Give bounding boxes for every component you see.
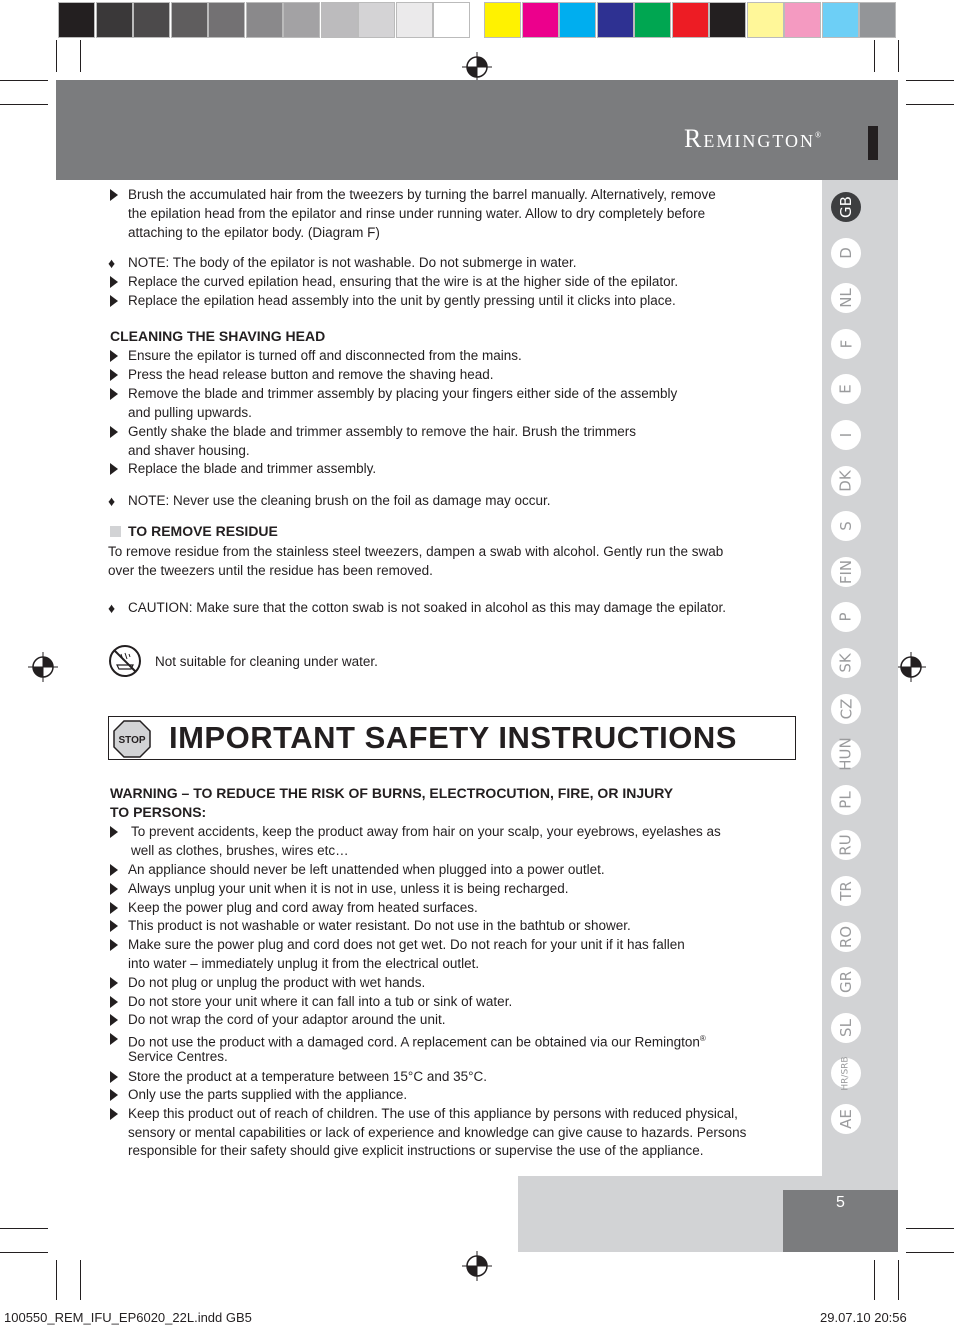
bullet-icon	[110, 939, 117, 951]
shaving-step-4-cont: and shaver housing.	[128, 443, 250, 458]
language-tab-s[interactable]	[831, 511, 861, 541]
language-tab-fin[interactable]	[831, 557, 861, 587]
language-tab-label: AE	[837, 1109, 855, 1129]
language-tab-label: SL	[836, 1018, 855, 1037]
color-swatch	[208, 2, 245, 38]
trademark-symbol: ®	[815, 130, 824, 140]
color-swatch	[358, 2, 395, 38]
color-swatch	[58, 2, 95, 38]
shaving-note: NOTE: Never use the cleaning brush on the foil as damage may occur.	[128, 493, 551, 508]
color-swatch	[246, 2, 283, 38]
safety-item-9: Do not wrap the cord of your adaptor around the unit.	[128, 1012, 446, 1027]
color-swatch	[634, 2, 671, 38]
note-washable: NOTE: The body of the epilator is not washable. Do not submerge in water.	[128, 255, 577, 270]
safety-item-4: Keep the power plug and cord away from heated surfaces.	[128, 900, 478, 915]
bullet-icon	[110, 920, 117, 932]
safety-banner	[108, 716, 796, 760]
warning-diamond-icon: ♦	[108, 600, 116, 616]
safety-item-3: Always unplug your unit when it is not in use, unless it is being recharged.	[128, 881, 569, 896]
language-tab-label: E	[836, 384, 855, 395]
page-number-box	[783, 1190, 898, 1252]
bullet-icon	[110, 350, 117, 362]
shaving-step-3-cont: and pulling upwards.	[128, 405, 252, 420]
language-tab-label: HUN	[837, 737, 856, 771]
language-tab-label: D	[837, 246, 855, 259]
brush-step-line-2: the epilation head from the epilator and rinse under running water. Allow to dry completely before	[128, 206, 706, 221]
bullet-icon	[110, 426, 117, 438]
bullet-icon	[110, 826, 117, 838]
language-tab-hun[interactable]	[831, 739, 861, 769]
bullet-icon	[110, 463, 117, 475]
section-square-icon	[110, 526, 121, 537]
safety-item-6-cont: into water – immediately unplug it from the electrical outlet.	[128, 956, 480, 971]
language-tab-label: DK	[836, 469, 855, 492]
residue-heading: TO REMOVE RESIDUE	[128, 523, 278, 539]
language-tab-ae[interactable]	[831, 1104, 861, 1134]
brand-name: Remington	[684, 124, 816, 153]
language-tab-i[interactable]	[831, 420, 861, 450]
registration-mark-icon	[896, 652, 926, 682]
color-swatch	[784, 2, 821, 38]
color-swatch	[321, 2, 358, 38]
safety-item-11: Store the product at a temperature between 15°C and 35°C.	[128, 1069, 488, 1084]
language-tab-d[interactable]	[831, 238, 861, 268]
language-tab-label: CZ	[837, 698, 855, 719]
safety-title: IMPORTANT SAFETY INSTRUCTIONS	[169, 720, 737, 755]
replace-curved-step: Replace the curved epilation head, ensuring that the wire is at the higher side of the epilator.	[128, 274, 679, 289]
language-tab-sl[interactable]	[831, 1013, 861, 1043]
language-tab-label: GB	[836, 196, 855, 218]
language-tab-label: PL	[837, 791, 855, 809]
shaving-step-5: Replace the blade and trimmer assembly.	[128, 461, 377, 476]
bullet-icon	[110, 902, 117, 914]
safety-item-1: To prevent accidents, keep the product away from hair on your scalp, your eyebrows, eyelashes as	[131, 824, 721, 839]
bullet-icon	[110, 883, 117, 895]
safety-item-8: Do not store your unit where it can fall into a tub or sink of water.	[128, 994, 513, 1009]
safety-item-10-cont: Service Centres.	[128, 1049, 228, 1064]
warning-diamond-icon: ♦	[108, 493, 116, 509]
bullet-icon	[110, 864, 117, 876]
language-tab-label: HR/SRB	[840, 1056, 851, 1091]
bullet-icon	[110, 1033, 117, 1045]
safety-item-12: Only use the parts supplied with the appliance.	[128, 1087, 408, 1102]
language-tab-label: GR	[836, 971, 855, 994]
language-tab-label: S	[837, 521, 855, 531]
color-swatch	[747, 2, 784, 38]
header-band	[56, 80, 898, 180]
warning-heading-line-1: WARNING – TO REDUCE THE RISK OF BURNS, ELECTROCUTION, FIRE, OR INJURY	[110, 785, 674, 801]
language-tab-label: F	[836, 339, 855, 349]
shaving-step-3: Remove the blade and trimmer assembly by placing your fingers either side of the assembly	[128, 386, 678, 401]
shaving-step-4: Gently shake the blade and trimmer assembly to remove the hair. Brush the trimmers	[128, 424, 636, 439]
registration-mark-icon	[28, 652, 58, 682]
warning-diamond-icon: ♦	[108, 255, 116, 271]
color-swatch	[559, 2, 596, 38]
stop-sign-icon	[113, 720, 151, 758]
residue-paragraph-1: To remove residue from the stainless steel tweezers, dampen a swab with alcohol. Gently run the swab	[108, 544, 724, 559]
safety-item-13-cont: sensory or mental capabilities or lack of experience and knowledge can give cause to hazards. Persons	[128, 1125, 747, 1140]
language-tab-pl[interactable]	[831, 785, 861, 815]
language-tab-dk[interactable]	[831, 466, 861, 496]
bullet-icon	[110, 369, 117, 381]
safety-item-13: Keep this product out of reach of children. The use of this appliance by persons with reduced physical,	[128, 1106, 738, 1121]
language-tab-gr[interactable]	[831, 967, 861, 997]
warning-heading-line-2: TO PERSONS:	[110, 804, 207, 820]
color-swatch	[484, 2, 521, 38]
color-swatch	[96, 2, 133, 38]
footer-date: 29.07.10 20:56	[820, 1310, 907, 1325]
bullet-icon	[110, 295, 117, 307]
language-tab-label: TR	[837, 881, 855, 901]
language-tab-label: I	[837, 432, 855, 438]
bullet-icon	[110, 1089, 117, 1101]
language-tab-label: P	[836, 612, 855, 622]
color-swatch	[822, 2, 859, 38]
not-suitable-text: Not suitable for cleaning under water.	[155, 654, 378, 669]
bullet-icon	[110, 977, 117, 989]
bullet-icon	[110, 1108, 117, 1120]
language-tab-label: NL	[836, 288, 855, 308]
safety-item-2: An appliance should never be left unattended when plugged into a power outlet.	[128, 862, 605, 877]
brand-logo	[684, 124, 823, 154]
color-swatch	[133, 2, 170, 38]
language-tab-label: RO	[836, 925, 855, 948]
color-swatch	[709, 2, 746, 38]
bullet-icon	[110, 1071, 117, 1083]
language-tab-tr[interactable]	[831, 876, 861, 906]
page-number: 5	[836, 1194, 845, 1211]
color-swatch	[396, 2, 433, 38]
safety-item-6: Make sure the power plug and cord does not get wet. Do not reach for your unit if it has fallen	[128, 937, 685, 952]
color-swatch	[283, 2, 320, 38]
color-swatch	[433, 2, 470, 38]
bullet-icon	[110, 276, 117, 288]
language-tab-label: SK	[836, 653, 855, 673]
safety-item-10-text: Do not use the product with a damaged cord. A replacement can be obtained via our Remington	[128, 1034, 700, 1050]
registration-mark-icon	[462, 1251, 492, 1281]
language-tab-label: FIN	[837, 559, 855, 584]
registered-symbol: ®	[699, 1034, 706, 1043]
bullet-icon	[110, 388, 117, 400]
language-tab-nl[interactable]	[831, 283, 861, 313]
color-swatch	[171, 2, 208, 38]
language-tab-label: RU	[837, 834, 855, 857]
language-tab-cz[interactable]	[831, 694, 861, 724]
language-tab-sk[interactable]	[831, 648, 861, 678]
language-tab-f[interactable]	[831, 329, 861, 359]
color-swatch	[859, 2, 896, 38]
brand-bar	[868, 126, 878, 160]
footer-file-info: 100550_REM_IFU_EP6020_22L.indd GB5	[4, 1310, 252, 1325]
color-swatch	[597, 2, 634, 38]
brush-step-line-3: attaching to the epilator body. (Diagram F)	[128, 225, 380, 240]
residue-paragraph-2: over the tweezers until the residue has been removed.	[108, 563, 433, 578]
language-tab-gb[interactable]	[831, 192, 861, 222]
safety-item-13-cont-2: responsible for their safety should give explicit instructions or supervise the use of the appliance.	[128, 1143, 704, 1158]
residue-caution: CAUTION: Make sure that the cotton swab is not soaked in alcohol as this may damage the epilator.	[128, 600, 727, 615]
replace-head-step: Replace the epilation head assembly into the unit by gently pressing until it clicks into place.	[128, 293, 676, 308]
stop-label: STOP	[118, 735, 146, 746]
safety-item-7: Do not plug or unplug the product with wet hands.	[128, 975, 426, 990]
bullet-icon	[110, 996, 117, 1008]
color-swatch	[672, 2, 709, 38]
registration-mark-icon	[462, 52, 492, 82]
safety-item-5: This product is not washable or water resistant. Do not use in the bathtub or shower.	[128, 918, 631, 933]
shaving-heading: CLEANING THE SHAVING HEAD	[110, 328, 326, 344]
no-water-icon	[108, 644, 142, 678]
shaving-step-2: Press the head release button and remove the shaving head.	[128, 367, 494, 382]
shaving-step-1: Ensure the epilator is turned off and disconnected from the mains.	[128, 348, 522, 363]
safety-item-1-cont: well as clothes, brushes, wires etc…	[131, 843, 349, 858]
language-tab-ro[interactable]	[831, 922, 861, 952]
bullet-icon	[110, 189, 117, 201]
brush-step: Brush the accumulated hair from the tweezers by turning the barrel manually. Alternatively, remove	[128, 187, 716, 202]
color-swatch	[522, 2, 559, 38]
bullet-icon	[110, 1014, 117, 1026]
